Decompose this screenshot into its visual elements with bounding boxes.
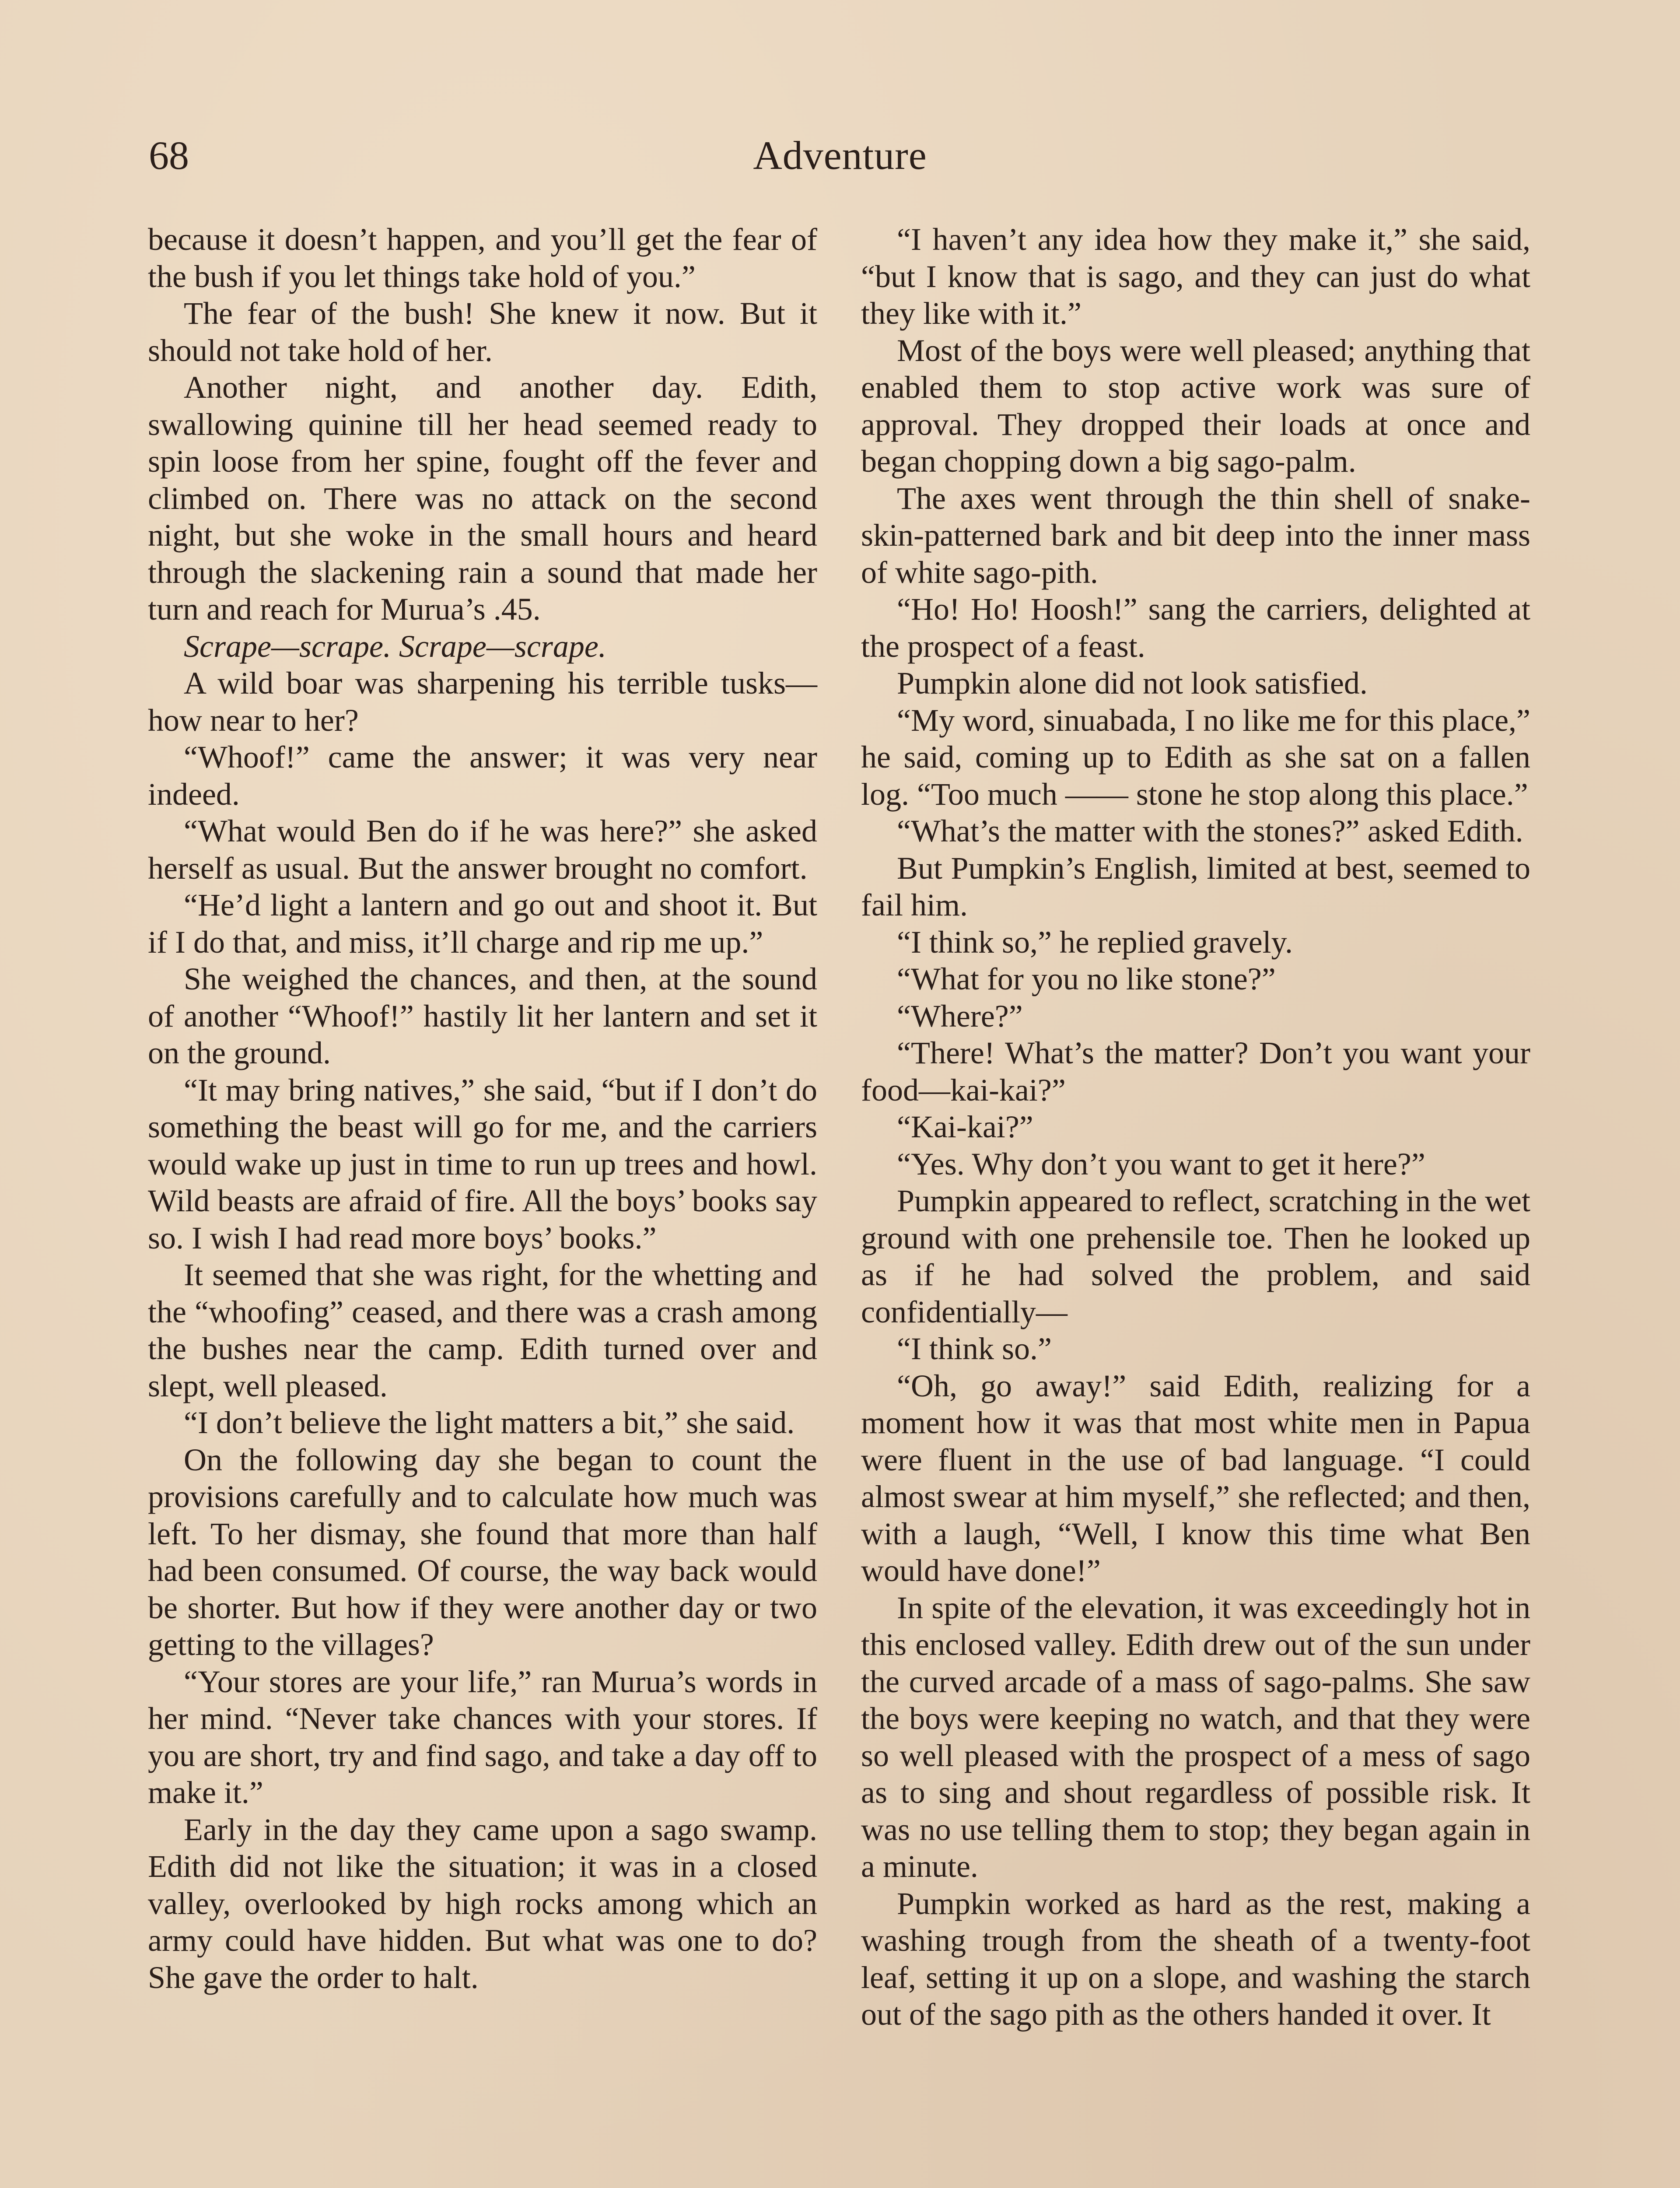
paragraph: “Whoof!” came the answer; it was very near indeed.: [148, 740, 817, 812]
paragraph: “I think so.”: [897, 1331, 1052, 1366]
paragraph: The fear of the bush! She knew it now. But it should not take hold of her.: [148, 296, 817, 368]
paragraph: “What for you no like stone?”: [897, 961, 1276, 996]
paragraph: “Kai-kai?”: [897, 1109, 1033, 1144]
paragraph: “He’d light a lantern and go out and shoot it. But if I do that, and miss, it’ll charge and rip me up.”: [148, 887, 817, 960]
paragraph: It seemed that she was right, for the whetting and the “whoofing” ceased, and there was a crash among the bushes near the camp. Edith turned over and slept, well pleased.: [148, 1257, 817, 1403]
right-column: [861, 221, 1530, 2033]
paragraph: The axes went through the thin shell of snake-skin-patterned bark and bit deep into the inner mass of white sago-pith.: [861, 480, 1530, 590]
paragraph: “What’s the matter with the stones?” asked Edith.: [897, 813, 1523, 849]
paragraph: “Where?”: [897, 998, 1023, 1034]
paragraph: Another night, and another day. Edith, swallowing quinine till her head seemed ready to spin loose from her spine, fought off the fever and climbed on. There was no attack on the second night, but she woke in the small hours and heard through the slackening rain a sound that made her turn and reach for Murua’s .45.: [148, 370, 817, 627]
paragraph: “There! What’s the matter? Don’t you want your food—kai-kai?”: [861, 1035, 1530, 1108]
paragraph: “My word, sinuabada, I no like me for this place,” he said, coming up to Edith as she sat on a fallen log. “Too much —— stone he stop along this place.”: [861, 702, 1530, 812]
paragraph: Most of the boys were well pleased; anything that enabled them to stop active work was sure of approval. They dropped their loads at once and began chopping down a big sago-palm.: [861, 333, 1530, 479]
paragraph: “What would Ben do if he was here?” she asked herself as usual. But the answer brought no comfort.: [148, 813, 817, 886]
paragraph: Pumpkin worked as hard as the rest, making a washing trough from the sheath of a twenty-foot leaf, setting it up on a slope, and washing the starch out of the sago pith as the others handed it over. It: [861, 1886, 1530, 2032]
page-header: [149, 125, 1531, 186]
paragraph: Pumpkin alone did not look satisfied.: [897, 666, 1368, 701]
running-title: Adventure: [753, 133, 927, 178]
paragraph: Early in the day they came upon a sago swamp. Edith did not like the situation; it was in a closed valley, overlooked by high rocks among which an army could have hidden. But what was one to do? She gave the order to halt.: [148, 1812, 817, 1995]
paragraph: “I think so,” he replied gravely.: [897, 924, 1293, 960]
paragraph: “Ho! Ho! Hoosh!” sang the carriers, delighted at the prospect of a feast.: [861, 592, 1530, 664]
left-column: [148, 221, 817, 1996]
paragraph: Pumpkin appeared to reflect, scratching in the wet ground with one prehensile toe. Then he looked up as if he had solved the problem, and said confidentially—: [861, 1183, 1530, 1329]
paragraph: “Yes. Why don’t you want to get it here?”: [897, 1146, 1425, 1182]
paragraph: “Oh, go away!” said Edith, realizing for a moment how it was that most white men in Papua were fluent in the use of bad language. “I could almost swear at him myself,” she reflected; and then, with a laugh, “Well, I know this time what Ben would have done!”: [861, 1368, 1530, 1588]
paragraph: On the following day she began to count the provisions carefully and to calculate how much was left. To her dismay, she found that more than half had been consumed. Of course, the way back would be shorter. But how if they were another day or two getting to the villages?: [148, 1442, 817, 1662]
paragraph: But Pumpkin’s English, limited at best, seemed to fail him.: [861, 850, 1530, 922]
paragraph: “It may bring natives,” she said, “but if I don’t do something the beast will go for me, and the carriers would wake up just in time to run up trees and howl. Wild beasts are afraid of fire. All the boys’ books say so. I wish I had read more boys’ books.”: [148, 1072, 817, 1255]
paragraph: Scrape—scrape. Scrape—scrape.: [184, 628, 606, 664]
paragraph: because it doesn’t happen, and you’ll get the fear of the bush if you let things take hold of you.”: [148, 222, 817, 294]
paragraph: A wild boar was sharpening his terrible tusks—how near to her?: [148, 666, 817, 738]
paragraph: “I haven’t any idea how they make it,” she said, “but I know that is sago, and they can just do what they like with it.”: [861, 222, 1530, 331]
paragraph: She weighed the chances, and then, at the sound of another “Whoof!” hastily lit her lantern and set it on the ground.: [148, 961, 817, 1070]
paragraph: In spite of the elevation, it was exceedingly hot in this enclosed valley. Edith drew out of the sun under the curved arcade of a mass of sago-palms. She saw the boys were keeping no watch, and that they were so well pleased with the prospect of a mess of sago as to sing and shout regardless of possible risk. It was no use telling them to stop; they began again in a minute.: [861, 1590, 1530, 1884]
page-number: 68: [149, 133, 189, 178]
paragraph: “I don’t believe the light matters a bit,” she said.: [184, 1405, 795, 1440]
paragraph: “Your stores are your life,” ran Murua’s words in her mind. “Never take chances with your stores. If you are short, try and find sago, and take a day off to make it.”: [148, 1664, 817, 1810]
